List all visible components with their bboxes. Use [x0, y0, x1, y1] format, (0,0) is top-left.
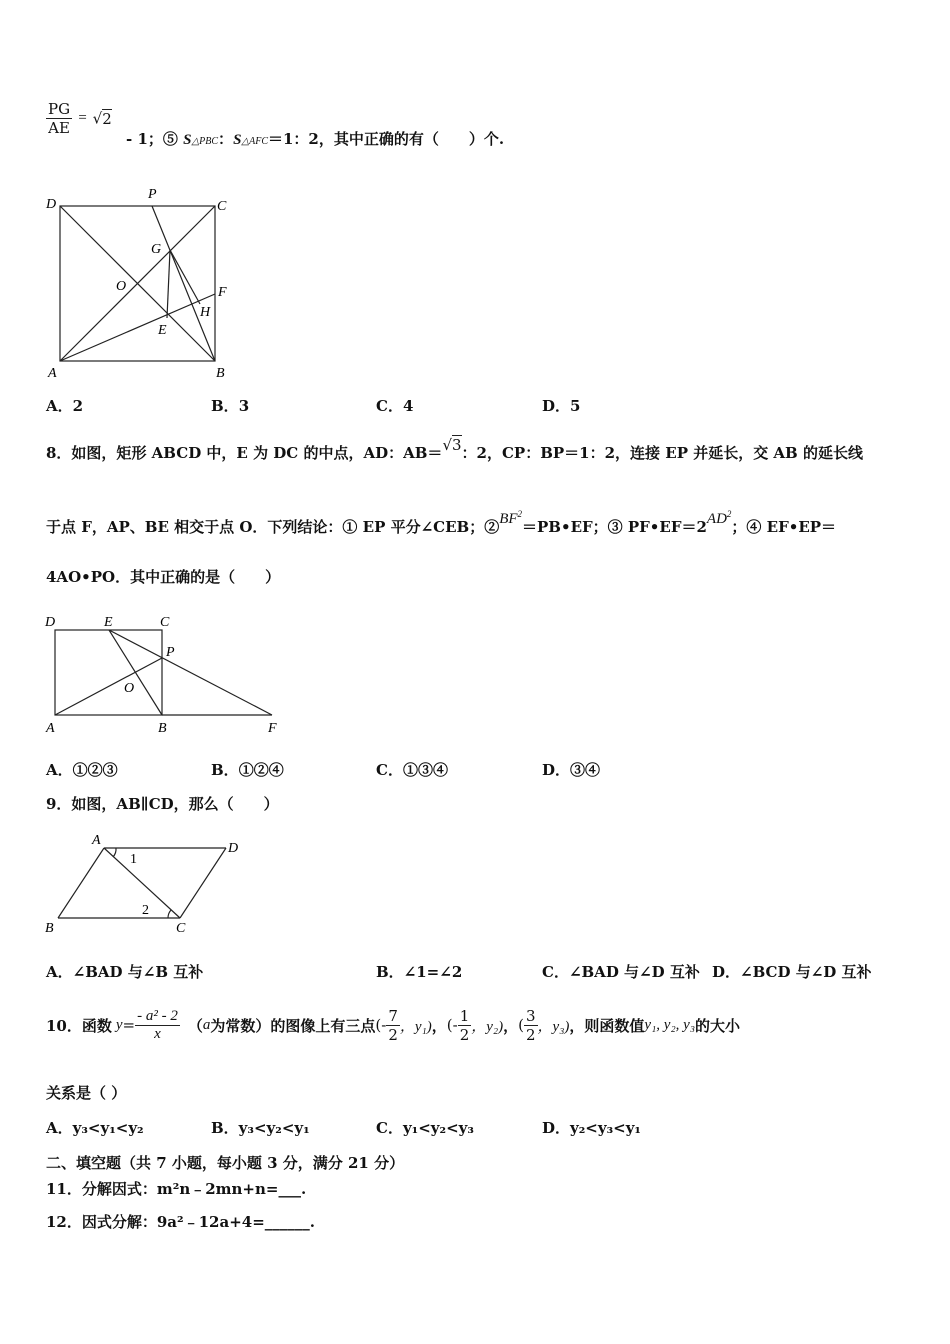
label-a: A	[46, 721, 55, 736]
q8-figure	[40, 608, 290, 738]
q10-tail-a: ，则函数值	[569, 1016, 645, 1035]
label-b: B	[216, 366, 225, 381]
label-g: G	[151, 242, 162, 257]
q9-option-c[interactable]: C．∠BAD 与∠D 互补	[542, 963, 700, 981]
angle-arc-1	[113, 848, 116, 857]
line-ef	[109, 630, 272, 715]
segment-ge	[167, 250, 170, 318]
label-d: D	[45, 615, 56, 630]
q10-function-fraction	[135, 1008, 180, 1043]
fraction-numerator: - a² - 2	[137, 1007, 178, 1024]
label-o: O	[124, 681, 135, 696]
q8-sqrt: √3	[442, 436, 462, 454]
label-d: D	[46, 197, 57, 212]
angle-label-2: 2	[142, 903, 149, 918]
exponent: 2	[726, 509, 732, 519]
q10-line-2: 关系是（ ）	[46, 1084, 127, 1102]
q10-option-b[interactable]: B．y₃<y₂<y₁	[211, 1119, 310, 1137]
q11-stem: 11．分解因式：m²n﹣2mn+n=___.	[46, 1180, 307, 1198]
segment-gh	[170, 250, 200, 304]
label-p: P	[166, 645, 175, 660]
label-f: F	[218, 285, 227, 300]
separator: ，	[503, 1016, 519, 1035]
fraction-denominator: 2	[459, 1025, 470, 1044]
q7-formula-line	[46, 100, 112, 137]
q9-option-b[interactable]: B．∠1=∠2	[376, 963, 463, 981]
point-1-fraction	[386, 1007, 400, 1044]
point-1-y: ，y₁)	[399, 1018, 432, 1035]
segment-ab	[58, 848, 104, 918]
angle-label-1: 1	[130, 852, 137, 867]
point-2-open: (-	[446, 1016, 458, 1034]
exponent: 2	[517, 509, 523, 519]
q7-option-c[interactable]: C．4	[376, 397, 414, 415]
point-3-fraction	[524, 1007, 538, 1044]
q12-stem: 12．因式分解：9a²﹣12a+4=______.	[46, 1213, 315, 1231]
function-y: y	[115, 1016, 123, 1033]
q7-figure	[40, 180, 240, 385]
segment-af	[60, 294, 215, 361]
constant-a: a	[202, 1016, 211, 1033]
point-2-fraction	[458, 1007, 472, 1044]
q9-stem: 9．如图，AB∥CD，那么（ ）	[46, 795, 279, 813]
q8-option-c[interactable]: C．①③④	[376, 761, 448, 779]
label-e: E	[158, 323, 167, 338]
function-values: y₁, y₂, y₃	[644, 1016, 696, 1033]
equals-sign: =	[122, 1016, 136, 1034]
label-b: B	[158, 721, 167, 736]
label-e: E	[104, 615, 113, 630]
q8-stem-part-3: 于点 F，AP、BE 相交于点 O．下列结论：① EP 平分∠CEB；②	[46, 518, 500, 536]
q8-bf-squared	[499, 511, 522, 527]
q7-option-b[interactable]: B．3	[211, 397, 250, 415]
label-a: A	[48, 366, 57, 381]
fraction-denominator: AE	[48, 119, 70, 137]
q7-minus-one: - 1；⑤	[126, 130, 178, 148]
label-c: C	[160, 615, 170, 630]
label-a: A	[92, 833, 101, 848]
q7-fraction	[46, 100, 72, 137]
area-subscript-pbc: △PBC	[191, 136, 219, 147]
q8-ad-squared	[707, 511, 732, 527]
sqrt-expression: √2	[92, 109, 112, 128]
label-p: P	[148, 187, 157, 202]
paren-open: （	[187, 1016, 203, 1035]
equals-sign: =	[77, 110, 88, 126]
q10-option-a[interactable]: A．y₃<y₁<y₂	[46, 1119, 144, 1137]
q8-option-d[interactable]: D．③④	[542, 761, 601, 779]
bf-text: BF	[499, 511, 518, 527]
q7-option-d[interactable]: D．5	[542, 397, 581, 415]
fraction-denominator: x	[154, 1025, 161, 1042]
angle-arc-2	[168, 910, 171, 918]
segment-ap	[55, 658, 162, 715]
fraction-numerator: 3	[525, 1006, 536, 1025]
separator: ，	[431, 1016, 447, 1035]
q7-option-a[interactable]: A．2	[46, 397, 84, 415]
area-symbol: S	[183, 132, 192, 148]
q8-line-2	[46, 509, 837, 537]
rectangle-abcd	[55, 630, 162, 715]
ad-text: AD	[706, 511, 727, 527]
point-2-y: ，y₂)	[471, 1018, 504, 1035]
q8-stem-part-2: ：2，CP：BP＝1：2，连接 EP 并延长，交 AB 的延长线	[461, 444, 863, 462]
q10-line-1	[46, 1000, 740, 1050]
q8-stem-part-5: ；④ EF•EP＝	[731, 518, 837, 536]
q10-option-d[interactable]: D．y₂<y₃<y₁	[542, 1119, 642, 1137]
sqrt-radicand: 2	[102, 109, 112, 128]
fraction-numerator: 1	[459, 1006, 470, 1025]
segment-dc	[180, 848, 226, 918]
q8-stem-part-4: ＝PB•EF；③ PF•EF＝2	[522, 518, 707, 536]
label-o: O	[116, 279, 127, 294]
label-b: B	[45, 921, 54, 936]
point-3-y: ，y₃)	[537, 1018, 570, 1035]
q10-mid-text: 为常数）的图像上有三点	[210, 1016, 376, 1035]
label-c: C	[217, 199, 227, 214]
label-h: H	[200, 305, 211, 320]
q7-statement-5	[126, 128, 504, 149]
q8-option-a[interactable]: A．①②③	[46, 761, 118, 779]
q8-line-1	[46, 436, 863, 463]
label-c: C	[176, 921, 186, 936]
segment-eb	[109, 630, 162, 715]
area-symbol: S	[233, 132, 242, 148]
point-1-open: (-	[375, 1016, 387, 1034]
q10-lead: 10．函数	[46, 1016, 112, 1035]
q7-question-tail: ＝1：2，其中正确的有（ ）个.	[267, 130, 505, 148]
fraction-denominator: 2	[525, 1025, 536, 1044]
q10-tail-b: 的大小	[695, 1016, 741, 1035]
point-3-open: (	[518, 1016, 524, 1034]
section-heading: 二、填空题（共 7 小题，每小题 3 分，满分 21 分）	[46, 1154, 405, 1172]
label-f: F	[268, 721, 277, 736]
ratio-colon: ：	[218, 130, 234, 148]
q8-sqrt-radicand: 3	[452, 436, 462, 454]
fraction-numerator: 7	[388, 1006, 398, 1025]
area-subscript-afc: △AFC	[241, 136, 268, 147]
q10-option-c[interactable]: C．y₁<y₂<y₃	[376, 1119, 474, 1137]
fraction-denominator: 2	[388, 1025, 398, 1044]
fraction-numerator: PG	[48, 100, 71, 118]
q8-line-3: 4AO•PO．其中正确的是（ ）	[46, 568, 281, 586]
q9-option-d[interactable]: D．∠BCD 与∠D 互补	[712, 963, 872, 981]
q8-option-b[interactable]: B．①②④	[211, 761, 284, 779]
q9-option-a[interactable]: A．∠BAD 与∠B 互补	[46, 963, 204, 981]
q8-stem-part-1: 8．如图，矩形 ABCD 中，E 为 DC 的中点，AD：AB＝	[46, 444, 443, 462]
label-d: D	[228, 841, 239, 856]
q9-figure	[40, 828, 250, 940]
